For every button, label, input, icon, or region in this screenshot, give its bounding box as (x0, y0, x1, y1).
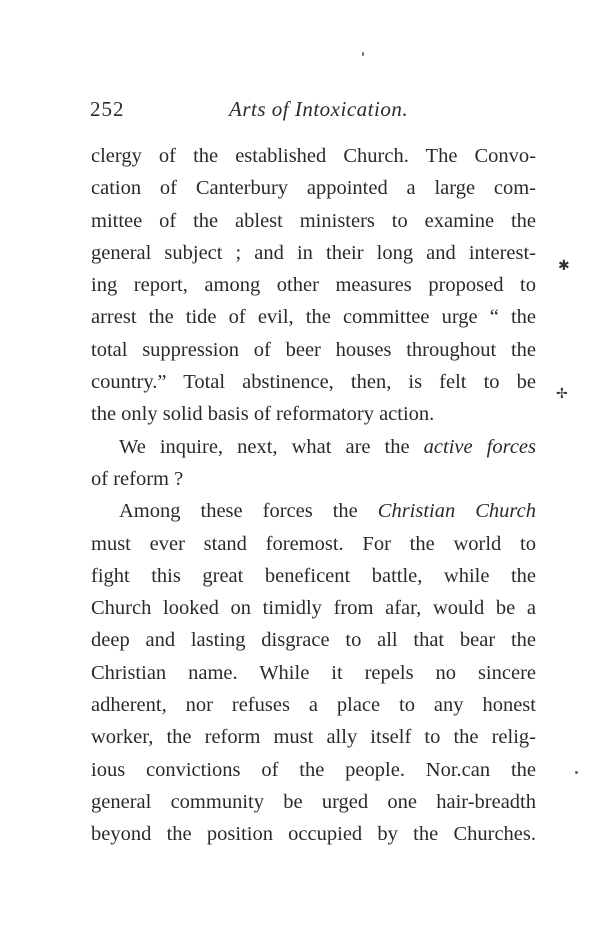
running-title: Arts of Intoxication. (229, 97, 409, 121)
margin-mark: ✱ (558, 259, 570, 274)
text-line: total suppression of beer houses throughout the (91, 338, 536, 361)
margin-mark: ✢ (556, 387, 568, 402)
body-text (91, 140, 536, 851)
text-line: cation of Canterbury appointed a large com- (91, 177, 536, 200)
text-line: the only solid basis of reformatory action. (91, 403, 435, 426)
text-line: arrest the tide of evil, the committee urge “ the (91, 306, 536, 329)
text-line: fight this great beneficent battle, while the (91, 564, 536, 587)
text-line: We inquire, next, what are the active forces (119, 435, 537, 458)
italic-phrase: active forces (423, 435, 537, 458)
text-line: general community be urged one hair-breadth (91, 790, 536, 813)
text-line: deep and lasting disgrace to all that bear the (91, 629, 536, 652)
text-line: Church looked on timidly from afar, would be a (91, 597, 536, 620)
text-line: ious convictions of the people. Nor.can the (91, 758, 536, 781)
page-number: 252 (90, 97, 125, 121)
text-line: general subject ; and in their long and interest- (91, 241, 536, 264)
scan-speck (575, 771, 578, 774)
text-line: Christian name. While it repels no sincere (91, 661, 536, 684)
page-header (90, 97, 540, 127)
text-line: must ever stand foremost. For the world to (91, 532, 536, 555)
text-line: clergy of the established Church. The Convo- (91, 145, 536, 167)
text-line: ing report, among other measures proposed to (91, 274, 536, 297)
text-line: mittee of the ablest ministers to examine the (91, 209, 536, 232)
text-line: adherent, nor refuses a place to any honest (91, 694, 536, 717)
text-line: worker, the reform must ally itself to the relig- (91, 726, 536, 749)
scan-speck (362, 52, 364, 56)
text-line: of reform ? (91, 467, 184, 490)
italic-phrase: Christian Church (377, 500, 536, 523)
text-line: country.” Total abstinence, then, is felt to be (91, 371, 536, 394)
text-line: Among these forces the Christian Church (119, 500, 536, 523)
text-line: beyond the position occupied by the Churches. (91, 823, 536, 846)
